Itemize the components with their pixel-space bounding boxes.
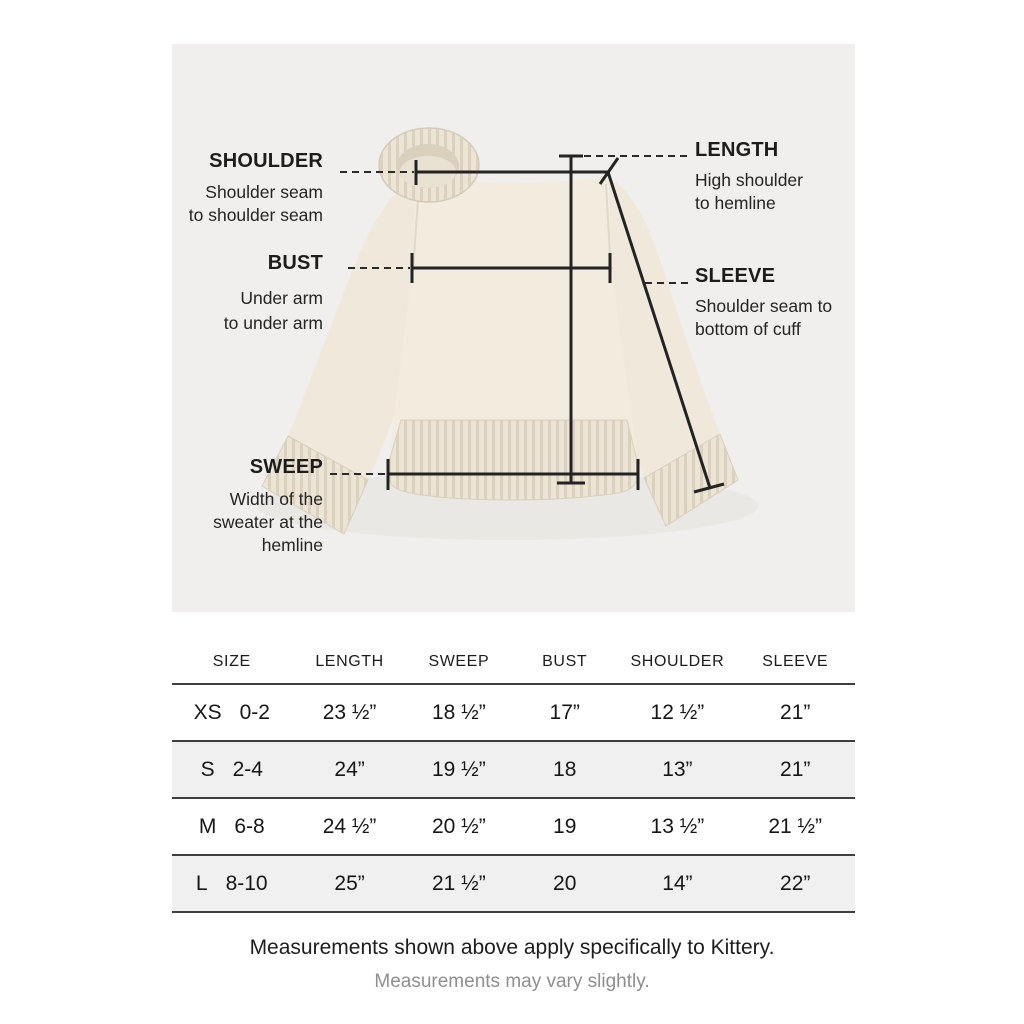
cell-sleeve: 21” xyxy=(780,700,811,724)
length-label xyxy=(695,139,870,161)
header-length: LENGTH xyxy=(315,653,384,670)
cell-sleeve: 21” xyxy=(780,757,811,781)
size-table-header-row xyxy=(172,641,855,683)
header-bust: BUST xyxy=(542,653,588,670)
length-description: High shoulder to hemline xyxy=(695,170,803,213)
header-shoulder: SHOULDER xyxy=(630,653,725,670)
cell-bust: 19 xyxy=(553,814,577,838)
bust-label xyxy=(172,252,323,274)
size-chart-table xyxy=(172,641,855,913)
footnote-secondary: Measurements may vary slightly. xyxy=(374,971,650,992)
cell-length: 23 ½” xyxy=(322,700,377,724)
footnote-primary: Measurements shown above apply specifically to Kittery. xyxy=(249,936,775,959)
cell-sleeve: 21 ½” xyxy=(768,814,823,838)
sleeve-label-title: SLEEVE xyxy=(695,265,776,287)
cell-length: 24” xyxy=(334,757,365,781)
header-sleeve: SLEEVE xyxy=(762,653,829,670)
table-row xyxy=(172,740,855,797)
sweep-label xyxy=(172,456,323,478)
cell-sweep: 21 ½” xyxy=(431,871,486,895)
cell-sleeve: 22” xyxy=(780,871,811,895)
table-row xyxy=(172,683,855,740)
cell-sweep: 20 ½” xyxy=(431,814,486,838)
cell-bust: 17” xyxy=(549,700,580,724)
cell-shoulder: 14” xyxy=(662,871,693,895)
cell-bust: 18 xyxy=(553,757,577,781)
cell-shoulder: 13 ½” xyxy=(650,814,705,838)
sweep-label-title: SWEEP xyxy=(249,456,323,478)
cell-length: 24 ½” xyxy=(322,814,377,838)
shoulder-description: Shoulder seam to shoulder seam xyxy=(188,182,323,225)
cell-sweep: 19 ½” xyxy=(431,757,486,781)
header-size: SIZE xyxy=(212,653,251,670)
sleeve-label xyxy=(695,265,870,287)
bust-label-title: BUST xyxy=(267,252,323,274)
cell-size: XS 0-2 xyxy=(193,700,270,724)
sleeve-description: Shoulder seam to bottom of cuff xyxy=(695,296,833,339)
table-row xyxy=(172,797,855,854)
cell-length: 25” xyxy=(334,871,365,895)
cell-size: S 2-4 xyxy=(200,757,263,781)
length-label-title: LENGTH xyxy=(695,139,779,161)
header-sweep: SWEEP xyxy=(428,653,490,670)
cell-shoulder: 13” xyxy=(662,757,693,781)
cell-size: L 8-10 xyxy=(195,871,268,895)
cell-sweep: 18 ½” xyxy=(431,700,486,724)
shoulder-label-title: SHOULDER xyxy=(209,150,323,172)
sweater-measurement-diagram xyxy=(172,44,855,612)
cell-bust: 20 xyxy=(553,871,577,895)
bust-description: Under arm to under arm xyxy=(223,288,323,333)
sweep-description: Width of the sweater at the hemline xyxy=(213,489,323,555)
shoulder-label xyxy=(172,150,323,172)
sweater-hem-band xyxy=(388,420,639,500)
table-row xyxy=(172,854,855,913)
cell-shoulder: 12 ½” xyxy=(650,700,705,724)
cell-size: M 6-8 xyxy=(198,814,265,838)
